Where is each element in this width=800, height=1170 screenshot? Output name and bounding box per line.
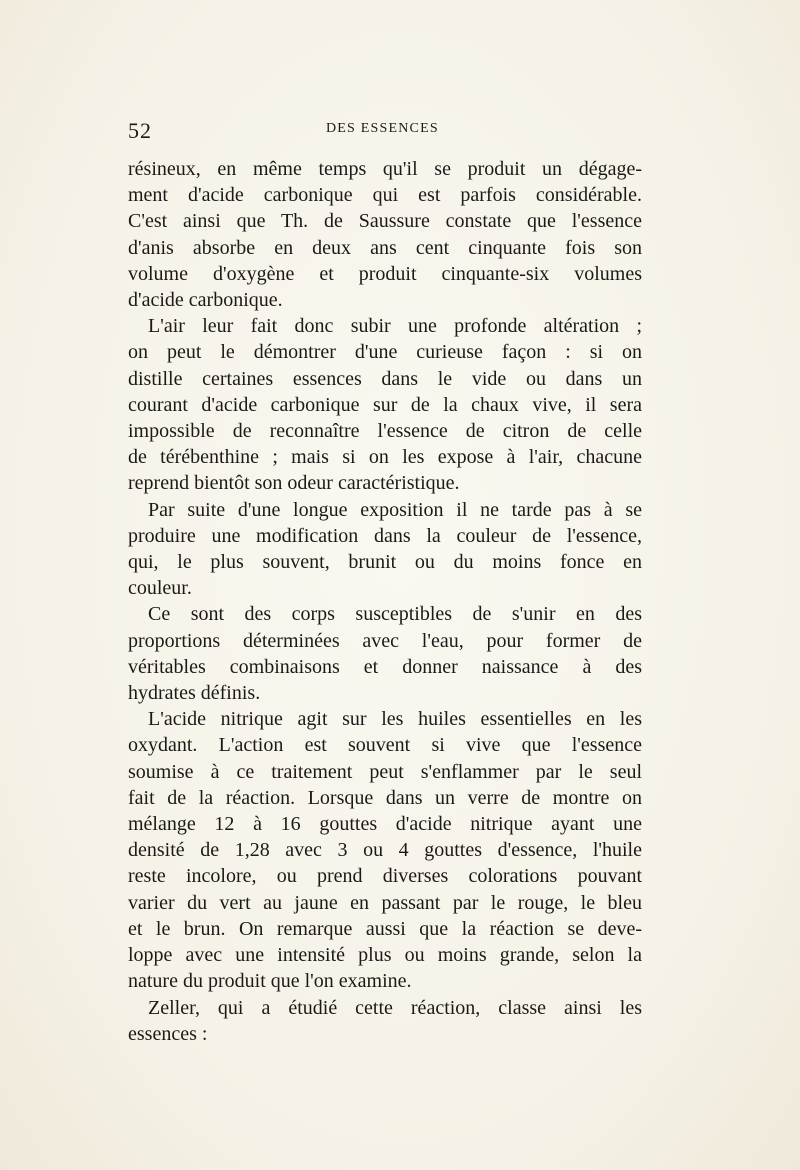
text-line: Par suite d'une longue exposition il ne tarde pas à se	[148, 498, 642, 521]
text-line: volume d'oxygène et produit cinquante-six volumes	[128, 262, 642, 285]
text-line: varier du vert au jaune en passant par le rouge, le bleu	[128, 891, 642, 914]
text-line: de térébenthine ; mais si on les expose à l'air, chacune	[128, 446, 642, 469]
text-line: impossible de reconnaître l'essence de citron de celle	[128, 420, 642, 443]
text-line: loppe avec une intensité plus ou moins grande, selon la	[128, 944, 642, 967]
text-line: L'acide nitrique agit sur les huiles essentielles en les	[148, 708, 642, 731]
text-line: densité de 1,28 avec 3 ou 4 gouttes d'essence, l'huile	[128, 839, 642, 862]
text-line: d'acide carbonique.	[128, 289, 283, 312]
text-line: distille certaines essences dans le vide ou dans un	[128, 367, 642, 390]
text-line: qui, le plus souvent, brunit ou du moins fonce en	[128, 551, 642, 574]
text-line: essences :	[128, 1022, 208, 1045]
text-line: fait de la réaction. Lorsque dans un verre de montre on	[128, 786, 642, 809]
text-line: nature du produit que l'on examine.	[128, 970, 412, 993]
text-line: C'est ainsi que Th. de Saussure constate que l'essence	[128, 210, 642, 233]
running-head	[128, 118, 644, 142]
text-line: oxydant. L'action est souvent si vive que l'essence	[128, 734, 642, 757]
text-line: Ce sont des corps susceptibles de s'unir en des	[148, 603, 642, 626]
text-line: Zeller, qui a étudié cette réaction, classe ainsi les	[148, 996, 642, 1019]
text-line: produire une modification dans la couleur de l'essence,	[128, 524, 642, 547]
text-line: et le brun. On remarque aussi que la réaction se deve-	[128, 917, 642, 940]
text-line: reste incolore, ou prend diverses colorations pouvant	[128, 865, 642, 888]
text-line: d'anis absorbe en deux ans cent cinquante fois son	[128, 236, 642, 259]
page-number: 52	[128, 118, 152, 143]
text-line: véritables combinaisons et donner naissance à des	[128, 655, 642, 678]
text-line: soumise à ce traitement peut s'enflammer par le seul	[128, 760, 642, 783]
text-line: on peut le démontrer d'une curieuse façon : si on	[128, 341, 642, 364]
text-line: ment d'acide carbonique qui est parfois considérable.	[128, 184, 642, 207]
text-line: proportions déterminées avec l'eau, pour former de	[128, 629, 642, 652]
text-line: courant d'acide carbonique sur de la chaux vive, il sera	[128, 393, 642, 416]
text-line: hydrates définis.	[128, 682, 261, 705]
text-line: reprend bientôt son odeur caractéristique.	[128, 472, 460, 495]
text-line: L'air leur fait donc subir une profonde altération ;	[148, 315, 642, 338]
text-line: mélange 12 à 16 gouttes d'acide nitrique ayant une	[128, 813, 642, 836]
text-line: résineux, en même temps qu'il se produit un dégage-	[128, 158, 642, 180]
body-text	[128, 156, 642, 1047]
text-line: couleur.	[128, 577, 192, 600]
running-title: DES ESSENCES	[326, 121, 439, 136]
